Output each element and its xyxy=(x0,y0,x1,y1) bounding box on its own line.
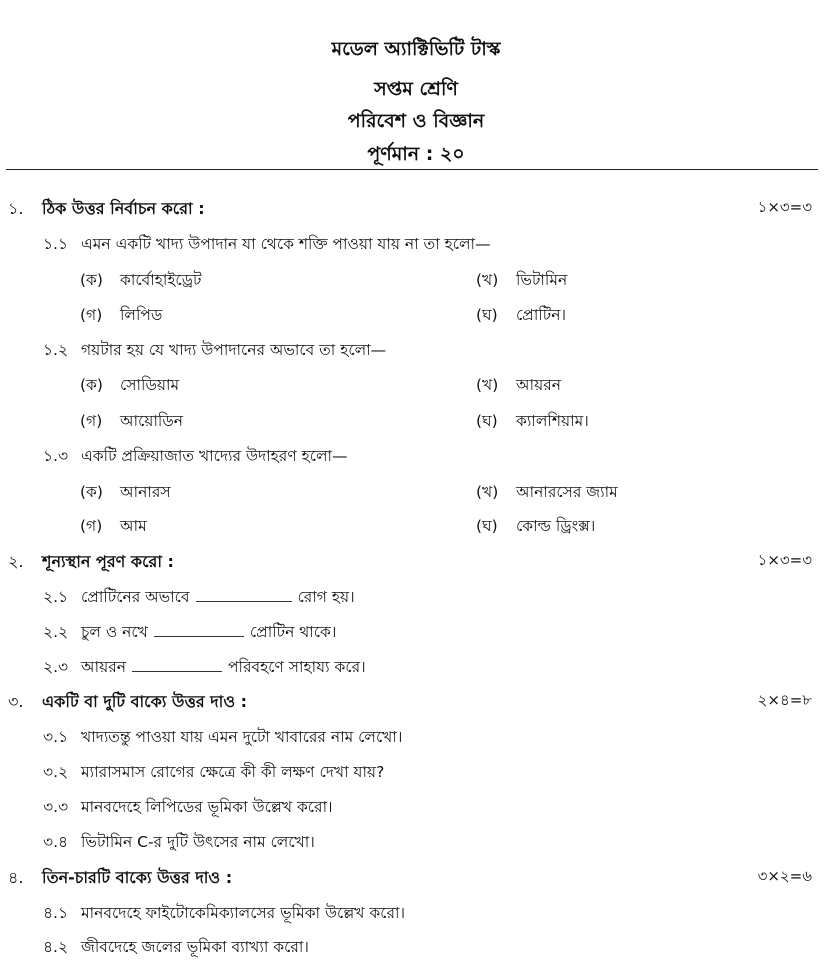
section-marks: ১×৩=৩ xyxy=(757,198,812,216)
section-2-heading xyxy=(0,549,832,575)
option-text: কার্বোহাইড্রেট xyxy=(120,271,202,289)
question-number: ২.৩ xyxy=(43,658,69,676)
question-number: ৩.৪ xyxy=(43,833,69,851)
header-divider xyxy=(6,169,818,170)
question-text: এমন একটি খাদ্য উপাদান যা থেকে শক্তি পাওয়া যায় না তা হলো— xyxy=(81,235,491,253)
question-number: ২.২ xyxy=(43,623,69,641)
option-ka xyxy=(80,480,171,506)
section-number: ২. xyxy=(8,552,24,571)
question-text-after: প্রোটিন থাকে। xyxy=(249,623,337,641)
question-number: ৪.২ xyxy=(43,938,69,956)
option-letter: (ক) xyxy=(80,376,103,394)
option-letter: (ক) xyxy=(80,483,103,501)
question-number: ৪.১ xyxy=(43,904,69,922)
option-ga xyxy=(80,514,147,540)
question-4-2 xyxy=(43,935,309,961)
option-letter: (ঘ) xyxy=(476,517,498,535)
question-text-after: রোগ হয়। xyxy=(297,588,355,606)
option-letter: (খ) xyxy=(476,271,499,289)
question-2-1 xyxy=(43,585,355,611)
option-text: আয়রন xyxy=(516,376,561,394)
section-number: ৩. xyxy=(8,692,24,711)
page-title: মডেল অ্যাক্টিভিটি টাস্ক xyxy=(331,38,501,60)
question-text-before: আয়রন xyxy=(81,658,126,676)
question-text: জীবদেহে জলের ভূমিকা ব্যাখ্যা করো। xyxy=(81,938,309,956)
question-1-1 xyxy=(43,232,491,258)
question-text: ভিটামিন C-র দুটি উৎসের নাম লেখো। xyxy=(81,833,315,851)
question-number: ৩.২ xyxy=(43,763,69,781)
option-text: সোডিয়াম xyxy=(120,376,180,394)
option-ka xyxy=(80,373,179,399)
section-title: শূন্যস্থান পূরণ করো : xyxy=(42,552,174,571)
option-kha xyxy=(476,268,567,294)
section-number: ৪. xyxy=(8,868,24,887)
question-number: ৩.৩ xyxy=(43,798,69,816)
question-text: ম্যারাসমাস রোগের ক্ষেত্রে কী কী লক্ষণ দেখা যায়? xyxy=(81,763,385,781)
question-1-2 xyxy=(43,338,386,364)
question-text-after: পরিবহণে সাহায্য করে। xyxy=(228,658,366,676)
question-text: মানবদেহে ফাইটোকেমিক্যালসের ভূমিকা উল্লেখ করো। xyxy=(81,904,406,922)
question-text-before: চুল ও নখে xyxy=(81,623,148,641)
option-letter: (গ) xyxy=(80,412,103,430)
option-text: ভিটামিন xyxy=(516,271,568,289)
option-letter: (গ) xyxy=(80,517,103,535)
class-label: সপ্তম শ্রেণি xyxy=(374,78,458,100)
option-text: ক্যালশিয়াম। xyxy=(516,412,589,430)
question-2-3 xyxy=(43,655,366,681)
option-ga xyxy=(80,409,183,435)
section-4-heading xyxy=(0,865,832,891)
full-marks-label: পূর্ণমান : ২০ xyxy=(367,143,465,165)
option-gha xyxy=(476,303,566,329)
question-1-3 xyxy=(43,444,348,470)
question-number: ১.২ xyxy=(43,341,69,359)
option-letter: (ঘ) xyxy=(476,306,498,324)
option-text: লিপিড xyxy=(120,306,163,324)
option-letter: (ক) xyxy=(80,271,103,289)
option-letter: (খ) xyxy=(476,376,499,394)
section-number: ১. xyxy=(8,199,24,218)
option-text: আনারসের জ্যাম xyxy=(516,483,618,501)
option-ga xyxy=(80,303,162,329)
question-text-before: প্রোটিনের অভাবে xyxy=(81,588,190,606)
option-letter: (খ) xyxy=(476,483,499,501)
option-kha xyxy=(476,373,561,399)
question-number: ১.১ xyxy=(43,235,69,253)
section-marks: ১×৩=৩ xyxy=(757,551,812,569)
question-text: একটি প্রক্রিয়াজাত খাদ্যের উদাহরণ হলো— xyxy=(81,447,348,465)
question-4-1 xyxy=(43,901,405,927)
question-text: গয়টার হয় যে খাদ্য উপাদানের অভাবে তা হলো— xyxy=(81,341,387,359)
option-text: প্রোটিন। xyxy=(516,306,567,324)
question-number: ২.১ xyxy=(43,588,69,606)
question-2-2 xyxy=(43,620,336,646)
question-3-3 xyxy=(43,795,333,821)
answer-blank[interactable] xyxy=(196,587,292,602)
option-letter: (গ) xyxy=(80,306,103,324)
question-text: মানবদেহে লিপিডের ভূমিকা উল্লেখ করো। xyxy=(81,798,333,816)
option-text: আম xyxy=(120,517,147,535)
option-text: কোল্ড ড্রিংক্স। xyxy=(516,517,596,535)
question-3-2 xyxy=(43,760,384,786)
subject-label: পরিবেশ ও বিজ্ঞান xyxy=(347,110,485,132)
answer-blank[interactable] xyxy=(132,657,222,672)
question-number: ১.৩ xyxy=(43,447,69,465)
section-3-heading xyxy=(0,689,832,715)
section-1-heading xyxy=(0,196,832,222)
option-ka xyxy=(80,268,201,294)
section-title: তিন-চারটি বাক্যে উত্তর দাও : xyxy=(42,868,233,887)
section-title: ঠিক উত্তর নির্বাচন করো : xyxy=(42,199,205,218)
option-text: আনারস xyxy=(120,483,171,501)
section-marks: ২×৪=৮ xyxy=(757,691,812,709)
question-number: ৩.১ xyxy=(43,728,69,746)
section-title: একটি বা দুটি বাক্যে উত্তর দাও : xyxy=(42,692,248,711)
question-3-4 xyxy=(43,830,315,856)
option-kha xyxy=(476,480,618,506)
question-3-1 xyxy=(43,725,402,751)
option-gha xyxy=(476,409,589,435)
option-text: আয়োডিন xyxy=(120,412,184,430)
answer-blank[interactable] xyxy=(154,622,244,637)
option-gha xyxy=(476,514,595,540)
section-marks: ৩×২=৬ xyxy=(757,867,812,885)
option-letter: (ঘ) xyxy=(476,412,498,430)
question-text: খাদ্যতন্তু পাওয়া যায় এমন দুটো খাবারের নাম লেখো। xyxy=(81,728,403,746)
